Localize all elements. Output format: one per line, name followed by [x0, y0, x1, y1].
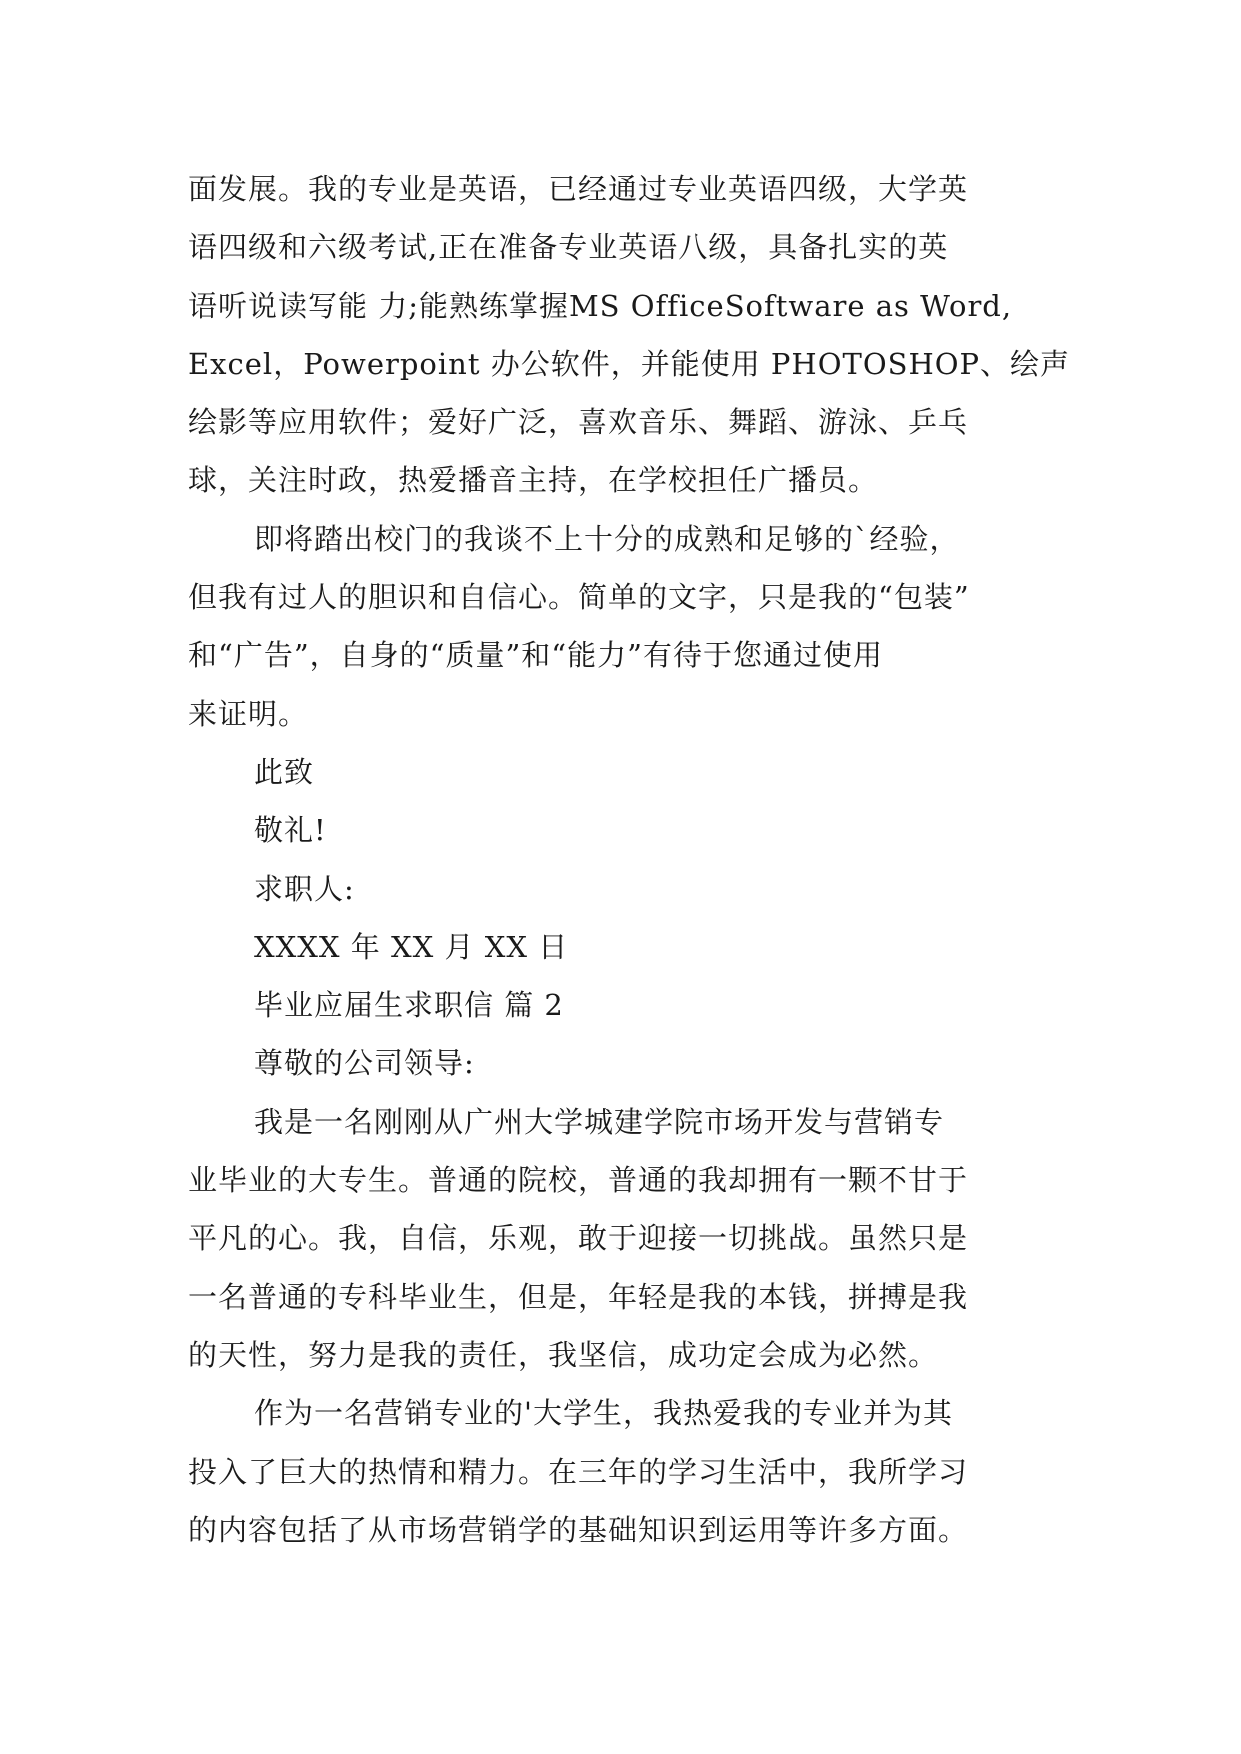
- text-line: 求职人:: [254, 871, 355, 906]
- text-line: 一名普通的专科毕业生，但是，年轻是我的本钱，拼搏是我: [188, 1279, 969, 1314]
- text-line: 我是一名刚刚从广州大学城建学院市场开发与营销专: [254, 1104, 945, 1139]
- text-line: Excel，Powerpoint 办公软件，并能使用 PHOTOSHOP、绘声: [188, 346, 1071, 381]
- text-line: 语听说读写能 力;能熟练掌握MS OfficeSoftware as Word,: [188, 288, 1013, 323]
- text-line: 语四级和六级考试,正在准备专业英语八级，具备扎实的英: [188, 230, 949, 265]
- text-line: 平凡的心。我，自信，乐观，敢于迎接一切挑战。虽然只是: [188, 1221, 969, 1256]
- letter-body: [188, 160, 1071, 1559]
- text-line: 毕业应届生求职信 篇 2: [254, 988, 564, 1023]
- text-line: 投入了巨大的热情和精力。在三年的学习生活中，我所学习: [188, 1454, 969, 1489]
- text-line: 球，关注时政，热爱播音主持，在学校担任广播员。: [188, 463, 879, 498]
- text-line: 但我有过人的胆识和自信心。简单的文字，只是我的“包装”: [188, 580, 970, 615]
- text-line: 作为一名营销专业的'大学生，我热爱我的专业并为其: [254, 1396, 953, 1431]
- text-line: 的天性，努力是我的责任，我坚信，成功定会成为必然。: [188, 1337, 939, 1372]
- text-line: 业毕业的大专生。普通的院校，普通的我却拥有一颗不甘于: [188, 1163, 969, 1198]
- text-line: 即将踏出校门的我谈不上十分的成熟和足够的`经验，: [254, 521, 960, 556]
- text-line: 此致: [254, 754, 315, 789]
- text-line: 面发展。我的专业是英语，已经通过专业英语四级，大学英: [188, 172, 969, 206]
- text-line: 和“广告”，自身的“质量”和“能力”有待于您通过使用: [188, 638, 883, 673]
- text-line: 来证明。: [188, 696, 309, 731]
- text-line: 的内容包括了从市场营销学的基础知识到运用等许多方面。: [188, 1512, 969, 1547]
- text-line: 绘影等应用软件；爱好广泛，喜欢音乐、舞蹈、游泳、乒乓: [188, 405, 969, 440]
- text-line: 尊敬的公司领导:: [254, 1046, 475, 1081]
- text-line: XXXX 年 XX 月 XX 日: [254, 929, 569, 964]
- text-line: 敬礼!: [254, 813, 327, 848]
